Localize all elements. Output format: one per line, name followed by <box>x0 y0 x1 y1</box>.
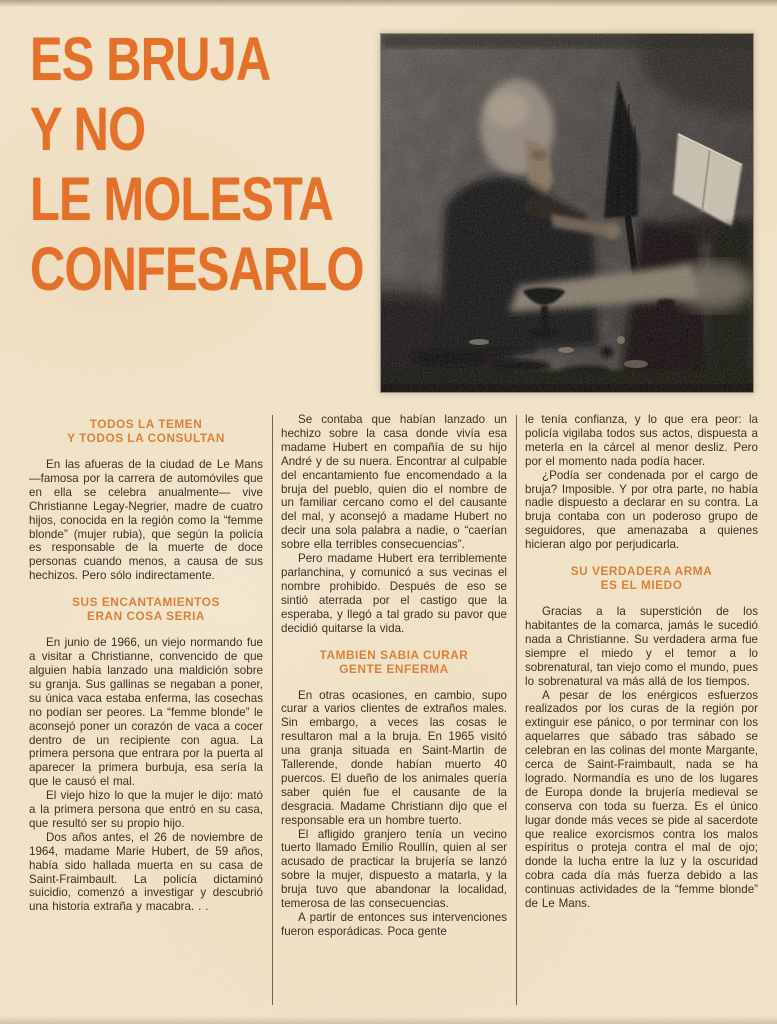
witch-photo-illustration <box>381 34 753 392</box>
paragraph: A partir de entonces sus intervenciones fueron esporádicas. Poca gente <box>281 911 507 938</box>
title-line-2: Y NO <box>30 95 146 163</box>
heading-line: ERAN COSA SERIA <box>87 609 205 624</box>
paragraph: A pesar de los enérgicos esfuerzos realizados por los curas de la región por extinguir ese pánico, o por terminar con los aquelarres que sábado tras sábado se celebran en las colinas del monte Margante, cerca de Saint-Fraimbault, nada se ha logrado. Normandía es uno de los lugares de Europa donde la brujería medieval se conserva con toda su fuerza. Es el único lugar donde más veces se pide al sacerdote que realice exorcismos contra los malos espíritus o proteja contra el mal de ojo; donde la lucha entre la luz y la oscuridad cobra cada día más fuerza debido a las continuas actividades de la “femme blonde” de Le Mans. <box>525 688 758 911</box>
article-photo <box>380 33 754 393</box>
column-2 <box>281 413 507 1019</box>
heading-line: ES EL MIEDO <box>600 578 683 593</box>
page-top-shadow <box>0 0 777 7</box>
heading-line: TAMBIEN SABIA CURAR <box>319 647 469 662</box>
section-heading-todos-la-temen <box>29 417 263 445</box>
paragraph: le tenía confianza, y lo que era peor: la policía vigilaba todos sus actos, dispuesta a meterla en la cárcel al menor desliz. Pero por el momento nada podía hacer. <box>525 413 758 468</box>
paragraph: En otras ocasiones, en cambio, supo curar a varios clientes de extraños males. Sin embargo, a veces las cosas le resultaron mal a la bruja. En 1965 visitó una granja situada en Saint-Martin de Tallerende, donde habían muerto 40 puercos. El dueño de los animales quería saber quién fue el causante de la desgracia. Madame Christiann dijo que el responsable era un hombre tuerto. <box>281 688 507 827</box>
paragraph: El viejo hizo lo que la mujer le dijo: mató a la primera persona que entró en su casa, que resultó ser su propio hijo. <box>29 789 263 830</box>
paragraph: Gracias a la superstición de los habitantes de la comarca, jamás le sucedió nada a Christianne. Su verdadera arma fue siempre el miedo y el temor a lo sobrenatural, tan viejo como el mundo, pues lo sobrenatural va más allá de los tiempos. <box>525 605 758 688</box>
paragraph: En las afueras de la ciudad de Le Mans —famosa por la carrera de automóviles que en ella se celebra anualmente— vive Christianne Legay-Negrier, madre de cuatro hijos, conocida en la región como la “femme blonde” (mujer rubia), que según la policía es responsable de la muerte de doce personas cuando menos, a causa de sus hechizos. Pero sólo indirectamente. <box>29 458 263 583</box>
column-divider <box>272 415 273 1005</box>
heading-line: SU VERDADERA ARMA <box>570 564 713 579</box>
section-heading-sus-encantamientos <box>29 595 263 623</box>
paragraph: ¿Podía ser condenada por el cargo de bruja? Imposible. Y por otra parte, no había nadie dispuesto a declarar en su contra. La bruja contaba con un poderoso grupo de seguidores, que amenazaba a quienes hicieran algo por perjudicarla. <box>525 468 758 552</box>
heading-line: Y TODOS LA CONSULTAN <box>67 431 225 445</box>
paragraph: Dos años antes, el 26 de noviembre de 1964, madame Marie Hubert, de 59 años, había sido hallada muerta en su casa de Saint-Fraimbault. La policía dictaminó suicidio, comenzó a investigar y descubrió una historia extraña y macabra. . . <box>29 830 263 914</box>
heading-line: GENTE ENFERMA <box>339 661 449 676</box>
column-3 <box>525 413 758 1019</box>
title-line-1: ES BRUJA <box>30 25 271 93</box>
section-heading-tambien-sabia-curar <box>281 648 507 676</box>
heading-line: SUS ENCANTAMIENTOS <box>72 595 220 610</box>
paragraph: En junio de 1966, un viejo normando fue a visitar a Christianne, convencido de que alguien había lanzado una maldición sobre su granja. Sus gallinas se negaban a poner, su única vaca estaba enferma, las cosechas no podían ser peores. La “femme blonde” le aconsejó poner un corazón de vaca a cocer dentro de un recipiente con agua. La primera persona que entrara por la puerta al aparecer la primera burbuja, esa sería la que le causó el mal. <box>29 636 263 789</box>
paragraph: Pero madame Hubert era terriblemente parlanchina, y comunicó a sus vecinas el nombre prohibido. Después de eso se sintió aterrada por el castigo que la esperaba, y llegó a tal grado su pavor que decidió quitarse la vida. <box>281 552 507 635</box>
column-1 <box>29 413 263 1019</box>
section-heading-su-verdadera-arma <box>525 564 758 592</box>
title-line-4: CONFESARLO <box>30 235 364 303</box>
paragraph: Se contaba que habían lanzado un hechizo sobre la casa donde vivía esa madame Hubert en compañía de su hijo André y de su nuera. Encontrar al culpable del encantamiento fue encomendado a la bruja del pueblo, quien dio el nombre de un familiar cercano como el del causante del mal, y aconsejó a madame Hubert no decir una sola palabra a nadie, o “caerían sobre ella terribles consecuencias”. <box>281 413 507 552</box>
paragraph: El afligido granjero tenía un vecino tuerto llamado Emilio Roullín, quien al ser acusado de practicar la brujería se lanzó sobre la mujer, dispuesto a matarla, y la bruja tuvo que abandonar la localidad, temerosa de las consecuencias. <box>281 827 507 911</box>
title-line-3: LE MOLESTA <box>30 165 333 233</box>
heading-line: TODOS LA TEMEN <box>89 417 203 431</box>
article-body <box>29 413 758 1019</box>
column-divider <box>516 415 517 1005</box>
photo-grain <box>381 34 753 392</box>
